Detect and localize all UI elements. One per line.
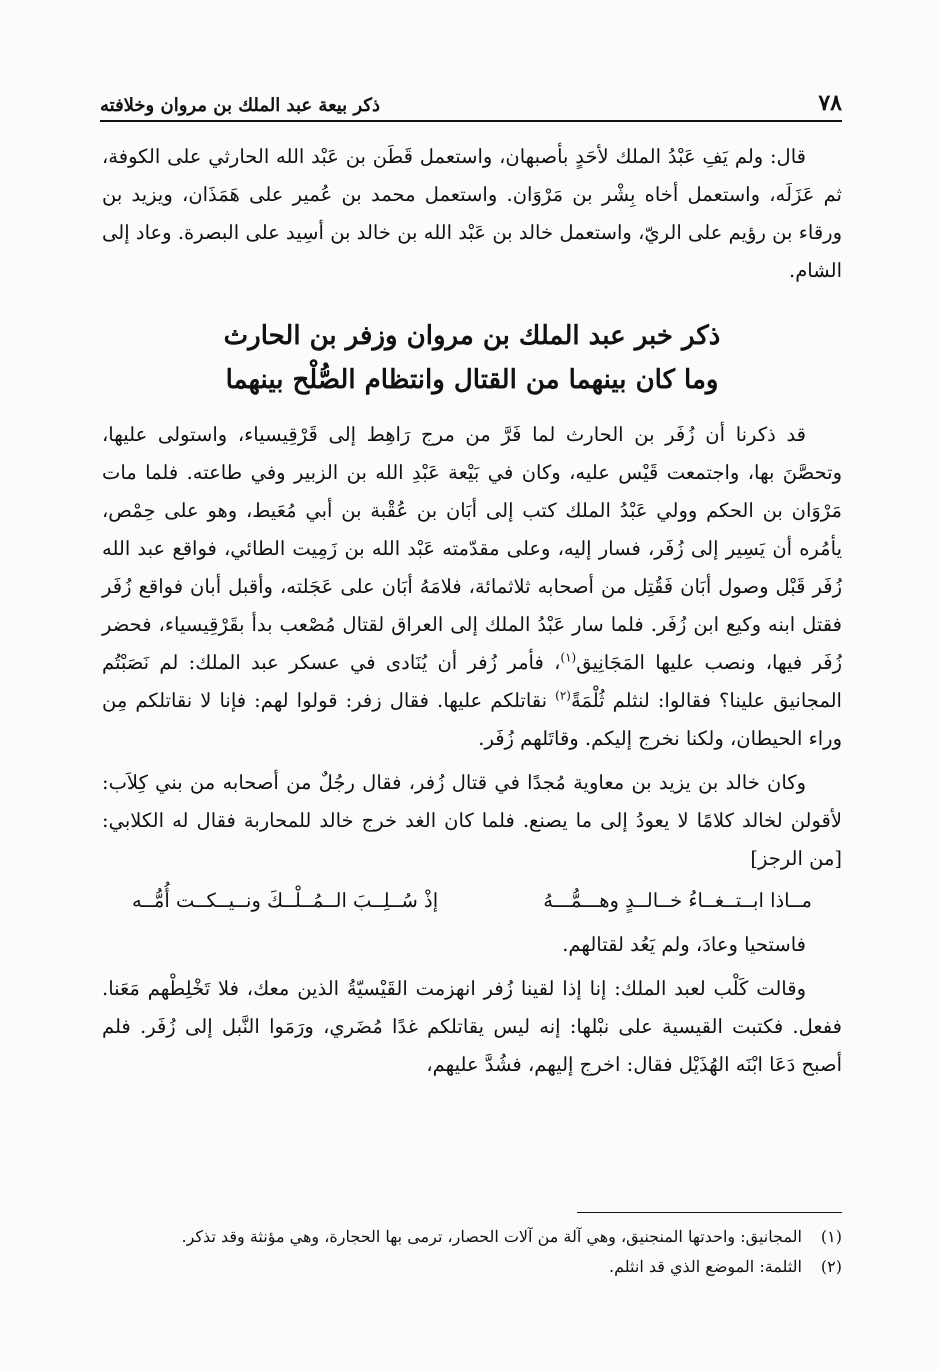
section-title-line-1: ذكر خبر عبد الملك بن مروان وزفر بن الحارث [223,321,721,351]
running-title: ذكر بيعة عبد الملك بن مروان وخلافته [100,95,380,116]
footnote-1-text: المجانيق: واحدتها المنجنيق، وهي آلة من آلات الحصار، ترمى بها الحجارة، وهي مؤنثة وقد تذكر. [181,1227,802,1246]
poem-hemistich-1: مــاذا ابــتــغــاءُ خــالــدٍ وهـــمُّـــهُ [543,889,812,912]
paragraph-1-part-a: قد ذكرنا أن زُفَر بن الحارث لما فَرَّ من مرج رَاهِط إلى قَرْقِيسياء، واستولى عليها، وتحصَّنَ بها، واجتمعت قَيْس عليه، وكان في بَيْعة عَبْدِ الله بن الزبير وفي طاعته. فلما مات مَرْوَان بن الحكم وولي عَبْدُ الملك كتب إلى أبَان بن عُقْبة بن أبي مُعَيط، وهو على حِمْص، يأمُره أن يَسِير إلى زُفَر، فسار إليه، وعلى مقدّمته عَبْد الله بن زَمِيت الطائي، فواقع عبد الله زُفَر قَبْل وصول أبَان فَقُتِل من أصحابه ثلاثمائة، فلامَهُ أبَان على عَجَلته، وأقبل أبان فواقع زُفَر فقتل ابنه وكيع ابن زُفَر. فلما سار عَبْدُ الملك إلى العراق لقتال مُصْعب بدأ بقَرْقِيسياء، فحضر زُفَر فيها، ونصب عليها المَجَانِيق [102,423,842,674]
page-header [100,80,842,122]
footnotes [102,1222,842,1282]
footnote-2-number: (٢) [820,1257,842,1276]
paragraph-1 [102,416,842,758]
page-body [102,138,842,1084]
footnote-2 [102,1252,842,1282]
paragraph-1-part-b: ، فأمر زُفر أن يُنَادى في عسكر عبد الملك: لم نَصَبْتُم المجانيق علينا؟ فقالوا: لنثلم ثُلْمَةً [102,651,842,712]
paragraph-3: فاستحيا وعادَ، ولم يَعُد لقتالهم. [562,933,806,956]
footnote-ref-2: (٢) [555,688,571,703]
footnote-divider [577,1212,842,1213]
poem-verse [102,882,842,920]
section-title [102,314,842,402]
footnote-1 [102,1222,842,1252]
paragraph-4: وقالت كَلْب لعبد الملك: إنا إذا لقينا زُفر انهزمت القَيْسيّةُ الذين معك، فلا تَخْلِطْهم مَعَنا. ففعل. فكتبت القيسية على نبْلها: إنه ليس يقاتلكم غدًا مُضَري، ورَمَوا النَّبل إلى زُفَر. فلم أصبح دَعَا ابْنَه الهُذَيْل فقال: اخرج إليهم، فشُدَّ عليهم، [102,977,842,1076]
page-number: ٧٨ [818,90,842,116]
section-title-line-2: وما كان بينهما من القتال وانتظام الصُّلْح بينهما [225,365,719,395]
poem-hemistich-2: إذْ سُــلِــبَ الــمُــلْــكَ ونــيــكــت أُمُّــه [132,889,439,912]
paragraph-1-part-c: نقاتلكم عليها. فقال زفر: قولوا لهم: فإنا لا نقاتلكم مِن وراء الحيطان، ولكنا نخرج إليكم. وقاتَلهم زُفَر. [102,689,842,750]
footnote-ref-1: (١) [560,650,577,665]
footnote-2-text: الثلمة: الموضع الذي قد انثلم. [609,1257,802,1276]
intro-paragraph: قال: ولم يَفِ عَبْدُ الملك لأحَدٍ بأصبهان، واستعمل قَطَن بن عَبْد الله الحارثي على الكوفة، ثم عَزَلَه، واستعمل أخاه بِشْر بن مَرْوَان. واستعمل محمد بن عُمير على هَمَذَان، ويزيد بن ورقاء بن رؤيم على الريّ، واستعمل خالد بن عَبْد الله بن خالد بن أسِيد على البصرة. وعاد إلى الشام. [102,145,842,282]
footnote-1-number: (١) [820,1227,842,1246]
paragraph-2: وكان خالد بن يزيد بن معاوية مُجدًا في قتال زُفر، فقال رجُلٌ من أصحابه من بني كِلاَب: لأقولن لخالد كلامًا لا يعودُ إلى ما يصنع. فلما كان الغد خرج خالد للمحاربة فقال له الكلابي: [من الرجز] [102,771,842,870]
